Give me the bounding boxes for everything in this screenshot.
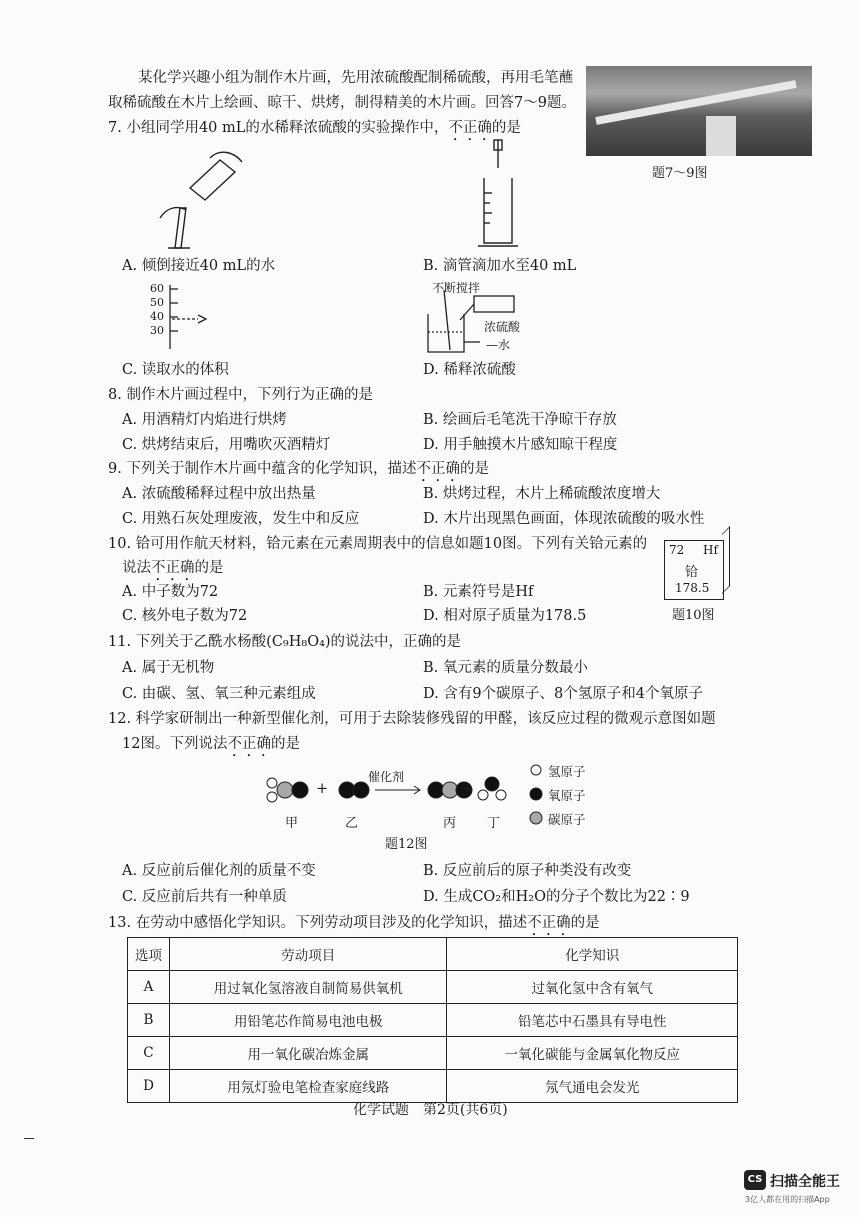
q12-stem-line-2 [122, 732, 300, 760]
yi-oxygen-2 [353, 782, 369, 798]
q12-option-a: A. 反应前后催化剂的质量不变 [122, 863, 316, 879]
cylinder-tick: 40 [150, 310, 164, 323]
q8-option-c: C. 烘烤结束后，用嘴吹灭酒精灯 [122, 437, 331, 453]
jia-oxygen [292, 782, 308, 798]
table-cell: 过氧化氢中含有氧气 [447, 971, 738, 1004]
q12-option-c: C. 反应前后共有一种单质 [122, 889, 287, 905]
table-cell: 用一氧化碳冶炼金属 [169, 1037, 447, 1070]
q7-option-d: D. 稀释浓硫酸 [423, 362, 516, 378]
q12-caption: 题12图 [385, 837, 428, 852]
q9-option-d: D. 木片出现黑色画面，体现浓硫酸的吸水性 [423, 511, 705, 527]
table-row [128, 971, 738, 1004]
q10-stem-emphasis: 不正确 [151, 560, 195, 576]
table-cell: C [128, 1037, 170, 1070]
q12-stem-emphasis: 不正确 [227, 736, 271, 752]
q7-cylinder-ticks [150, 282, 164, 338]
q13-table [127, 937, 738, 1103]
q7-figure-a-pouring [150, 148, 250, 253]
q11-stem: 11. 下列关于乙酰水杨酸(C₉H₈O₄)的说法中，正确的是 [108, 634, 462, 650]
q13-stem-c: 的是 [570, 915, 600, 931]
q12-species-yi: 乙 [345, 816, 359, 831]
q12-stem-line-1: 12. 科学家研制出一种新型催化剂，可用于去除装修残留的甲醛，该反应过程的微观示意图如题 [108, 711, 716, 727]
q9-stem-c: 的是 [459, 461, 489, 477]
q10-option-b: B. 元素符号是Hf [423, 584, 534, 600]
photo-caption: 题7～9图 [652, 166, 708, 181]
table-cell: D [128, 1070, 170, 1103]
element-mass: 178.5 [675, 581, 710, 595]
scan-mark [24, 1138, 34, 1139]
cylinder-tick: 50 [150, 296, 164, 309]
q12-stem-b1: 12图。下列说法 [122, 736, 228, 752]
q8-stem: 8. 制作木片画过程中，下列行为正确的是 [108, 387, 373, 403]
q9-option-a: A. 浓硫酸稀释过程中放出热量 [122, 486, 316, 502]
q11-option-c: C. 由碳、氢、氧三种元素组成 [122, 686, 316, 702]
table-row [128, 1004, 738, 1037]
q12-legend-icons [528, 762, 544, 828]
legend-carbon: 碳原子 [548, 812, 586, 827]
q7-figure-b-dropper [470, 138, 530, 253]
camscanner-logo-icon: CS [744, 1170, 766, 1190]
element-name: 铪 [685, 565, 699, 580]
table-row [128, 1070, 738, 1103]
q7-stem-a: 7. 小组同学用40 mL的水稀释浓硫酸的实验操作中， [108, 120, 449, 136]
q13-stem-a: 13. 在劳动中感悟化学知识。下列劳动项目涉及的化学知识，描述 [108, 915, 528, 931]
table-header-row [128, 938, 738, 971]
q9-stem-a: 9. 下列关于制作木片画中蕴含的化学知识，描述 [108, 461, 417, 477]
experiment-photo [586, 66, 812, 156]
table-cell: B [128, 1004, 170, 1037]
table-cell: 用氖灯验电笔检查家庭线路 [169, 1070, 447, 1103]
element-symbol: Hf [703, 543, 718, 557]
legend-oxygen-icon [530, 788, 542, 800]
q9-stem-emphasis: 不正确 [416, 461, 460, 477]
q8-option-b: B. 绘画后毛笔洗干净晾干存放 [423, 412, 617, 428]
q10-stem-line-1: 10. 铪可用作航天材料，铪元素在元素周期表中的信息如题10图。下列有关铪元素的 [108, 536, 648, 552]
q7-d-label-water: —水 [486, 338, 511, 352]
q11-option-a: A. 属于无机物 [122, 660, 215, 676]
q10-stem-b3: 的是 [194, 560, 224, 576]
table-header: 选项 [128, 938, 170, 971]
q9-stem [108, 457, 489, 485]
q10-caption: 题10图 [672, 608, 715, 623]
q7-stem [108, 116, 521, 144]
legend-hydrogen: 氢原子 [548, 764, 586, 779]
cylinder-tick: 60 [150, 282, 164, 295]
q10-option-d: D. 相对原子质量为178.5 [423, 608, 587, 624]
legend-oxygen: 氧原子 [548, 788, 586, 803]
intro-line-1: 某化学兴趣小组为制作木片画，先用浓硫酸配制稀硫酸，再用毛笔蘸 [138, 70, 573, 86]
table-cell: 用铅笔芯作简易电池电极 [169, 1004, 447, 1037]
q7-stem-emphasis: 不正确 [448, 120, 492, 136]
page-footer: 化学试题 第2页(共6页) [353, 1102, 508, 1118]
q12-option-b: B. 反应前后的原子种类没有改变 [423, 863, 632, 879]
q12-species-ding: 丁 [487, 816, 501, 831]
table-row [128, 1037, 738, 1070]
q8-option-d: D. 用手触摸木片感知晾干程度 [423, 437, 618, 453]
q7-option-c: C. 读取水的体积 [122, 362, 229, 378]
q9-option-c: C. 用熟石灰处理废液，发生中和反应 [122, 511, 360, 527]
periodic-element-box [664, 540, 724, 600]
q7-d-label-stir: 不断搅拌 [432, 281, 481, 295]
q10-stem-b1: 说法 [122, 560, 151, 576]
q12-plus-1: + [316, 781, 329, 797]
q12-stem-b3: 的是 [270, 736, 300, 752]
watermark-name: 扫描全能王 [770, 1174, 840, 1190]
legend-hydrogen-icon [531, 765, 541, 775]
q13-stem [108, 911, 600, 939]
q12-option-d: D. 生成CO₂和H₂O的分子个数比为22∶9 [423, 889, 690, 905]
element-atomic-number: 72 [669, 543, 685, 557]
q13-stem-emphasis: 不正确 [527, 915, 571, 931]
table-cell: 氖气通电会发光 [447, 1070, 738, 1103]
q7-option-a: A. 倾倒接近40 mL的水 [122, 258, 276, 274]
photo-brush-sketch [586, 66, 812, 156]
table-cell: 铅笔芯中石墨具有导电性 [447, 1004, 738, 1037]
jia-hydrogen-bottom [267, 792, 277, 802]
q12-plus-2: + [461, 781, 474, 797]
q9-option-b: B. 烘烤过程，木片上稀硫酸浓度增大 [423, 486, 661, 502]
q7-d-label-acid: 浓硫酸 [484, 320, 521, 334]
q12-species-bing: 丙 [443, 816, 457, 831]
cylinder-tick: 30 [150, 324, 164, 337]
table-cell: 用过氧化氢溶液自制简易供氧机 [169, 971, 447, 1004]
table-cell: 一氧化碳能与金属氧化物反应 [447, 1037, 738, 1070]
ding-oxygen [485, 777, 499, 791]
intro-line-2: 取稀硫酸在木片上绘画、晾干、烘烤，制得精美的木片画。回答7～9题。 [108, 95, 576, 111]
q7-option-b: B. 滴管滴加水至40 mL [423, 258, 577, 274]
ding-hydrogen-2 [496, 790, 506, 800]
table-header: 化学知识 [447, 938, 738, 971]
q7-stem-c: 的是 [491, 120, 521, 136]
q10-option-c: C. 核外电子数为72 [122, 608, 248, 624]
jia-hydrogen-top [267, 778, 277, 788]
q10-option-a: A. 中子数为72 [122, 584, 219, 600]
table-header: 劳动项目 [169, 938, 447, 971]
table-cell: A [128, 971, 170, 1004]
q8-option-a: A. 用酒精灯内焰进行烘烤 [122, 412, 287, 428]
q12-catalyst-label: 催化剂 [368, 770, 405, 784]
watermark-tagline: 3亿人都在用的扫描App [745, 1195, 830, 1204]
ding-hydrogen-1 [478, 790, 488, 800]
q11-option-d: D. 含有9个碳原子、8个氢原子和4个氧原子 [423, 686, 704, 702]
q11-option-b: B. 氧元素的质量分数最小 [423, 660, 588, 676]
q12-species-jia: 甲 [285, 816, 299, 831]
legend-carbon-icon [530, 812, 542, 824]
jia-carbon [277, 782, 293, 798]
